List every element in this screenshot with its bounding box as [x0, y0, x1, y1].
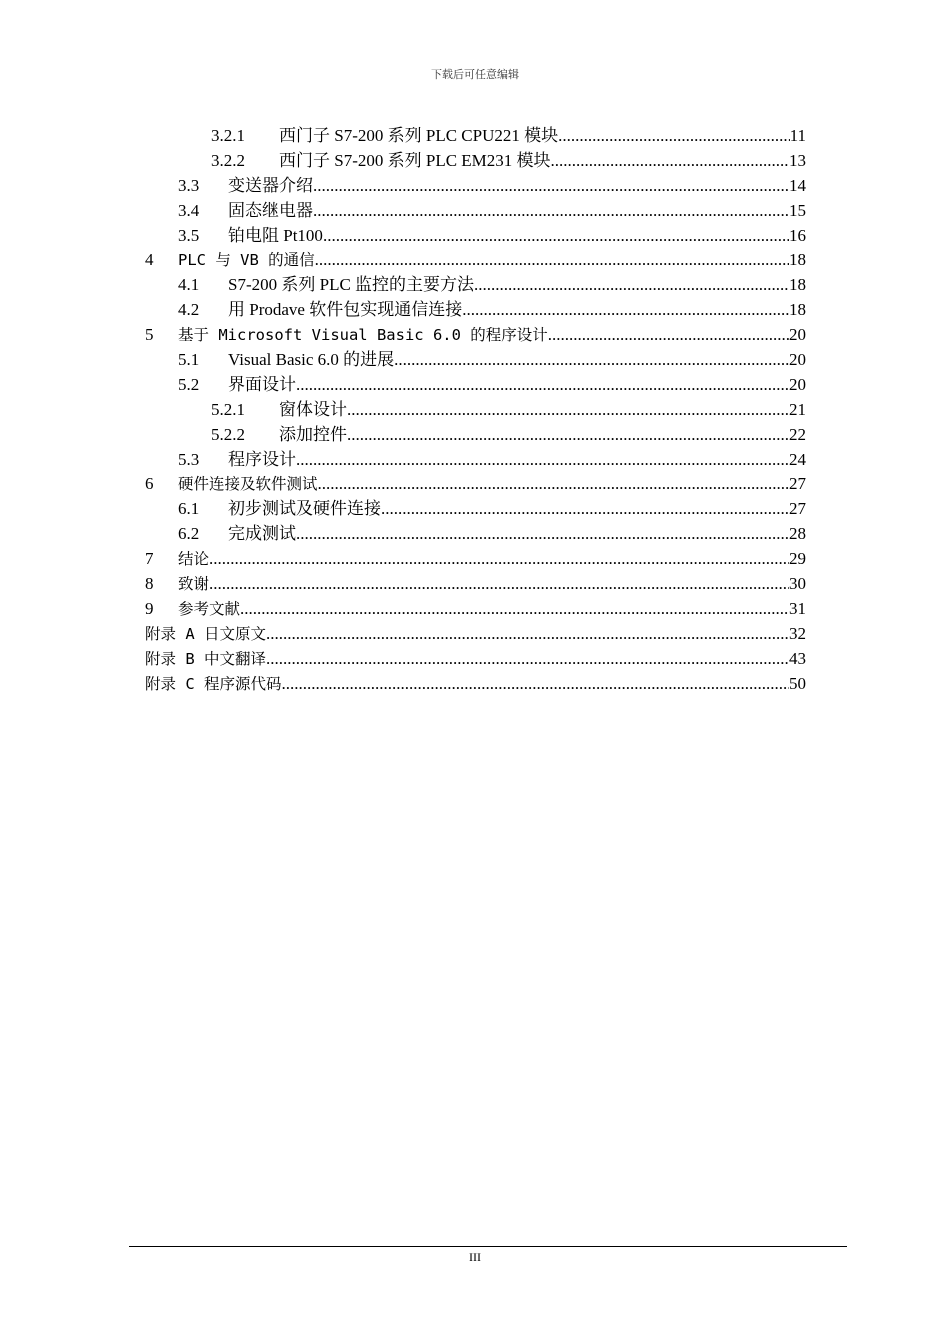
- toc-entry[interactable]: [145, 472, 806, 497]
- toc-entry[interactable]: [145, 273, 806, 298]
- toc-entry-page: 18: [789, 300, 806, 320]
- toc-entry-number: 7: [145, 549, 154, 569]
- page-number: III: [469, 1250, 481, 1264]
- toc-dot-leader: [240, 597, 789, 622]
- toc-dot-leader: [313, 199, 789, 224]
- toc-entry-page: 20: [789, 350, 806, 370]
- toc-entry-number: 5.3: [178, 449, 200, 469]
- toc-entry-title: PLC 与 VB 的通信: [178, 251, 315, 270]
- toc-entry-title: 用 Prodave 软件包实现通信连接: [228, 300, 463, 320]
- toc-entry-number: 5.1: [178, 350, 200, 370]
- table-of-contents: [145, 124, 806, 696]
- toc-entry-page: 16: [789, 225, 806, 245]
- toc-entry[interactable]: [145, 398, 806, 423]
- toc-entry-title: 铂电阻 Pt100: [228, 225, 323, 245]
- toc-entry-title: 界面设计: [228, 374, 296, 394]
- toc-entry-title: 程序设计: [228, 449, 296, 469]
- page-header: 下载后可任意编辑: [431, 69, 519, 81]
- toc-entry[interactable]: [145, 522, 806, 547]
- toc-entry[interactable]: [145, 547, 806, 572]
- toc-entry-page: 18: [789, 250, 806, 270]
- toc-dot-leader: [266, 647, 789, 672]
- toc-entry-number: 5.2: [178, 374, 200, 394]
- toc-entry[interactable]: [145, 224, 806, 249]
- toc-entry-page: 43: [789, 648, 806, 668]
- toc-entry-title: 硬件连接及软件测试: [178, 475, 318, 494]
- toc-entry-title: 附录 A 日文原文: [145, 624, 266, 643]
- toc-dot-leader: [296, 522, 789, 547]
- toc-entry-number: 6.1: [178, 499, 200, 519]
- toc-dot-leader: [315, 248, 789, 273]
- toc-entry[interactable]: [145, 174, 806, 199]
- toc-dot-leader: [551, 149, 789, 174]
- toc-dot-leader: [381, 497, 789, 522]
- toc-entry-page: 18: [789, 275, 806, 295]
- toc-entry-number: 5: [145, 325, 154, 345]
- toc-entry-page: 27: [789, 474, 806, 494]
- toc-entry[interactable]: [145, 672, 806, 697]
- toc-entry-title: 基于 Microsoft Visual Basic 6.0 的程序设计: [178, 326, 548, 345]
- toc-dot-leader: [282, 672, 790, 697]
- toc-dot-leader: [548, 323, 789, 348]
- toc-dot-leader: [474, 273, 789, 298]
- toc-entry-title: 致谢: [178, 575, 210, 594]
- toc-entry-title: 附录 B 中文翻译: [145, 649, 266, 668]
- toc-entry-number: 3.4: [178, 200, 200, 220]
- toc-entry-page: 28: [789, 524, 806, 544]
- toc-entry-number: 3.2.2: [211, 150, 245, 170]
- toc-dot-leader: [347, 423, 789, 448]
- toc-entry-page: 20: [789, 374, 806, 394]
- toc-entry-number: 4: [145, 250, 154, 270]
- toc-entry-title: 完成测试: [228, 524, 296, 544]
- toc-entry[interactable]: [145, 348, 806, 373]
- toc-entry[interactable]: [145, 647, 806, 672]
- toc-dot-leader: [558, 124, 790, 149]
- toc-dot-leader: [323, 224, 789, 249]
- toc-entry-title: 变送器介绍: [228, 175, 313, 195]
- toc-entry[interactable]: [145, 423, 806, 448]
- toc-entry-page: 24: [789, 449, 806, 469]
- toc-entry-number: 4.2: [178, 300, 200, 320]
- toc-entry[interactable]: [145, 199, 806, 224]
- toc-entry[interactable]: [145, 149, 806, 174]
- toc-entry-page: 27: [789, 499, 806, 519]
- toc-dot-leader: [266, 622, 789, 647]
- toc-entry-number: 3.5: [178, 225, 200, 245]
- toc-entry-number: 8: [145, 574, 154, 594]
- toc-entry[interactable]: [145, 597, 806, 622]
- toc-entry-page: 30: [789, 574, 806, 594]
- toc-entry-title: 结论: [178, 550, 210, 569]
- toc-entry-title: 参考文献: [178, 599, 241, 618]
- toc-entry-page: 13: [789, 150, 806, 170]
- toc-entry[interactable]: [145, 323, 806, 348]
- toc-dot-leader: [313, 174, 789, 199]
- toc-entry-page: 20: [789, 325, 806, 345]
- toc-dot-leader: [318, 472, 789, 497]
- toc-entry-title: 添加控件: [279, 424, 347, 444]
- toc-entry-number: 9: [145, 598, 154, 618]
- toc-entry-number: 6: [145, 474, 154, 494]
- toc-entry-title: 西门子 S7-200 系列 PLC CPU221 模块: [279, 126, 559, 145]
- toc-entry[interactable]: [145, 622, 806, 647]
- toc-entry-number: 5.2.1: [211, 399, 245, 419]
- toc-entry[interactable]: [145, 298, 806, 323]
- toc-entry-page: 15: [789, 200, 806, 220]
- footer-divider: [129, 1246, 847, 1247]
- toc-dot-leader: [296, 373, 789, 398]
- toc-entry-title: Visual Basic 6.0 的进展: [228, 350, 395, 370]
- toc-entry-title: 初步测试及硬件连接: [228, 499, 381, 519]
- toc-entry[interactable]: [145, 124, 806, 149]
- toc-dot-leader: [209, 547, 789, 572]
- toc-dot-leader: [296, 448, 789, 473]
- toc-entry-number: 6.2: [178, 524, 200, 544]
- toc-entry-page: 22: [789, 424, 806, 444]
- toc-dot-leader: [347, 398, 789, 423]
- toc-entry-title: 窗体设计: [279, 399, 347, 419]
- toc-entry-page: 32: [789, 623, 806, 643]
- toc-entry-number: 5.2.2: [211, 424, 245, 444]
- toc-entry-number: 3.3: [178, 175, 200, 195]
- toc-entry-page: 29: [789, 549, 806, 569]
- toc-entry[interactable]: [145, 248, 806, 273]
- toc-entry-number: 3.2.1: [211, 126, 245, 145]
- toc-entry-number: 4.1: [178, 275, 200, 295]
- toc-dot-leader: [394, 348, 789, 373]
- toc-entry-page: 11: [789, 126, 806, 145]
- toc-dot-leader: [209, 572, 789, 597]
- toc-entry-title: S7-200 系列 PLC 监控的主要方法: [228, 275, 475, 295]
- toc-entry-title: 固态继电器: [228, 200, 313, 220]
- toc-entry-page: 31: [789, 598, 806, 618]
- toc-dot-leader: [462, 298, 789, 323]
- toc-entry-page: 21: [789, 399, 806, 419]
- toc-entry[interactable]: [145, 497, 806, 522]
- toc-entry-page: 50: [789, 673, 806, 693]
- toc-entry[interactable]: [145, 373, 806, 398]
- toc-entry-title: 西门子 S7-200 系列 PLC EM231 模块: [279, 150, 551, 170]
- toc-entry[interactable]: [145, 572, 806, 597]
- toc-entry[interactable]: [145, 448, 806, 473]
- toc-entry-title: 附录 C 程序源代码: [145, 674, 282, 693]
- toc-entry-page: 14: [789, 175, 806, 195]
